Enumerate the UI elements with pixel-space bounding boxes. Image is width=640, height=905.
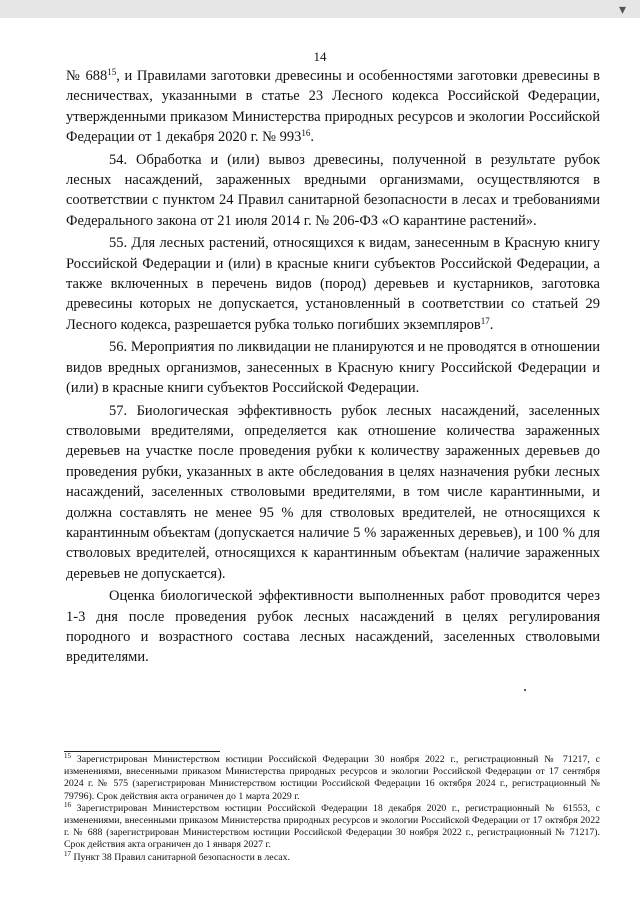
paragraph-55: 55. Для лесных растений, относящихся к видам, занесенным в Красную книгу Российской Федерации и (или) в красные книги субъектов Российской Федерации, а также включенных в перечень видов (пород) деревьев и кустарников, заготовка древесины которых не допускается, установленный в соответствии со статьей 29 Лесного кодекса, разрешается рубка только погибших экземпляров$^{17}$. [66, 235, 600, 333]
scan-top-bar [0, 0, 640, 18]
page-number: 14 [313, 49, 327, 64]
footnote-ref: 16 [301, 128, 311, 139]
paragraph-56: 56. Мероприятия по ликвидации не планируются и не проводятся в отношении видов вредных организмов, занесенных в Красную книгу Российской Федерации и (или) в красные книги субъектов Российской Федерации. [66, 339, 600, 397]
paragraph-57: 57. Биологическая эффективность рубок лесных насаждений, заселенных стволовыми вредителями, определяется как отношение количества зараженных деревьев на участке после проведения рубки к количеству зараженных деревьев до проведения рубки, указанных в акте обследования в целях назначения рубки лесных насаждений, заселенных стволовыми вредителями, в том числе карантинными, и должна составлять не менее 95 % для стволовых вредителей, не относящихся к карантинным объектам (допускается наличие 5 % зараженных деревьев), и 100 % для стволовых вредителей, относящихся к карантинным объектам (наличие зараженных деревьев не допускается). [66, 402, 600, 582]
paragraph-continuation: № $688^{15}$, и Правилами заготовки древесины и особенностями заготовки древесины в лесничествах, указанными в статье 23 Лесного кодекса Российской Федерации, утвержденными приказом Министерства природных ресурсов и экологии Российской Федерации от 1 декабря 2020 г. № $993^{16}$. [66, 67, 600, 146]
footnote-17: $^{17}$ Пункт 38 Правил санитарной безопасности в лесах. [64, 849, 290, 863]
footnote-16: $^{16}$ Зарегистрирован Министерством юстиции Российской Федерации 18 декабря 2020 г., регистрационный № 61553, с изменениями, внесенными приказом Министерства природных ресурсов и экологии Российской Федерации от 17 октября 2022 г. № 688 (зарегистрирован Министерством юстиции Российской Федерации 30 ноября 2022 г., регистрационный № 71217). Срок действия акта ограничен до 1 января 2027 г. [64, 800, 600, 851]
footnotes [64, 754, 600, 864]
footnote-ref: 15 [107, 67, 117, 77]
paragraph-54: 54. Обработка и (или) вывоз древесины, полученной в результате рубок лесных насаждений, зараженных вредными организмами, осуществляются в соответствии с пунктом 24 Правил санитарной безопасности в лесах и требованиями Федерального закона от 21 июля 2014 г. № 206-ФЗ «О карантине растений». [66, 151, 600, 229]
footnote-ref: 17 [480, 315, 490, 326]
footnote-15: $^{15}$ Зарегистрирован Министерством юстиции Российской Федерации 30 ноября 2022 г., регистрационный № 71217, с изменениями, внесенными приказом Министерства природных ресурсов и экологии Российской Федерации от 17 сентября 2024 г. № 575 (зарегистрирован Министерством юстиции Российской Федерации 16 октября 2024 г., регистрационный № 79796). Срок действия акта ограничен до 1 марта 2029 г. [64, 752, 601, 802]
footnote-divider [64, 751, 220, 752]
paragraph-evaluation: Оценка биологической эффективности выполненных работ проводится через 1-3 дня после проведения рубок лесных насаждений в целях регулирования породного и возрастного состава лесных насаждений, заселенных стволовыми вредителями. [66, 588, 600, 666]
main-text [66, 66, 600, 668]
scan-speck [524, 689, 526, 691]
corner-mark-icon: ▾ [618, 3, 626, 18]
